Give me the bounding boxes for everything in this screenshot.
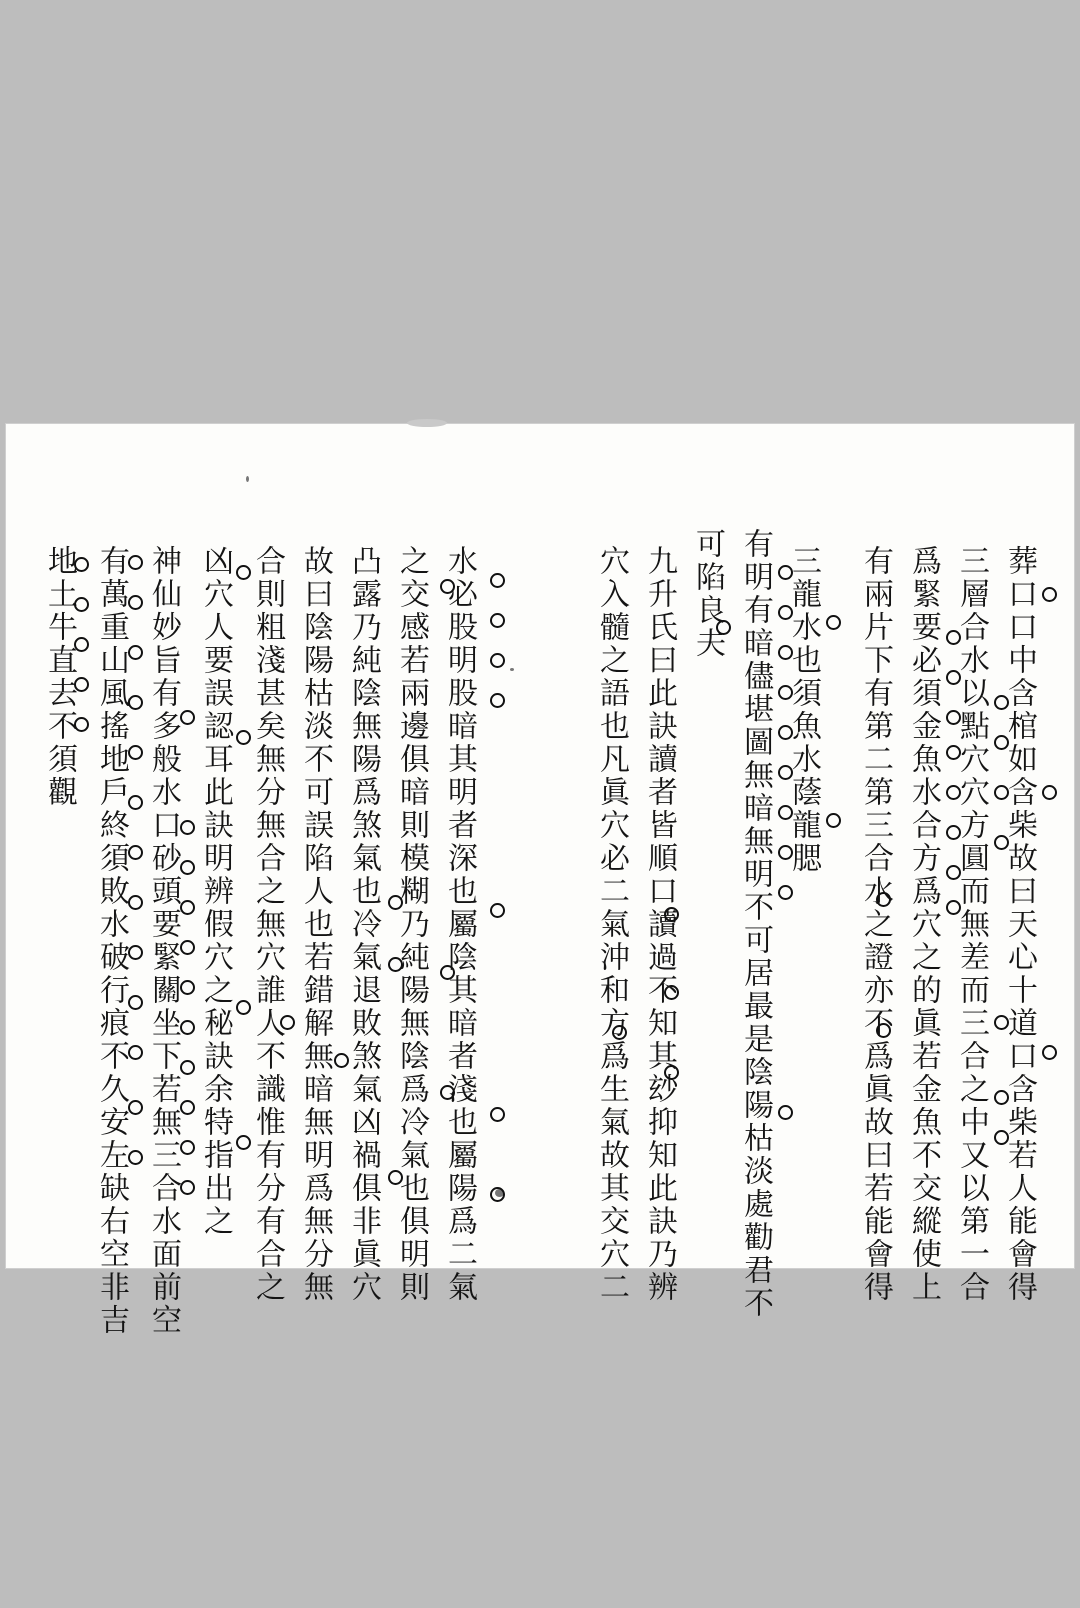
circle-mark — [180, 1060, 195, 1075]
circle-mark — [128, 745, 143, 760]
circle-mark — [388, 895, 403, 910]
circle-mark — [716, 620, 731, 635]
text-column-l9: 地土牛直去不須觀 — [42, 545, 77, 809]
circle-mark — [128, 945, 143, 960]
circle-mark — [128, 555, 143, 570]
circle-mark — [74, 597, 89, 612]
punctuation-marks — [74, 545, 92, 1235]
circle-mark — [876, 1023, 891, 1038]
ink-speck — [510, 668, 514, 671]
punctuation-marks — [826, 545, 844, 1235]
circle-mark — [946, 900, 961, 915]
circle-mark — [180, 900, 195, 915]
circle-mark — [778, 565, 793, 580]
circle-mark — [664, 985, 679, 1000]
circle-mark — [440, 1085, 455, 1100]
circle-mark — [128, 895, 143, 910]
circle-mark — [180, 1140, 195, 1155]
circle-mark — [180, 860, 195, 875]
text-column-r2: 三層合水以點穴穴方圓而無差而三合之中又以第一合 — [954, 545, 989, 1304]
circle-mark — [490, 613, 505, 628]
text-column-r4: 有兩片下有第二第三合水之證亦不爲眞故曰若能會得 — [858, 545, 893, 1304]
punctuation-marks — [440, 545, 458, 1235]
circle-mark — [1042, 785, 1057, 800]
punctuation-marks — [716, 545, 734, 1235]
text-column-r6: 有明有暗儘堪圖無暗無明不可居最是陰陽枯淡處勸君不 — [738, 528, 773, 1320]
circle-mark — [994, 1015, 1009, 1030]
circle-mark — [1042, 1045, 1057, 1060]
circle-mark — [440, 965, 455, 980]
text-column-l3: 凸露乃純陰無陽爲煞氣也冷氣退敗煞氣凶禍俱非眞穴 — [346, 545, 381, 1304]
circle-mark — [778, 725, 793, 740]
circle-mark — [778, 885, 793, 900]
circle-mark — [74, 717, 89, 732]
circle-mark — [946, 745, 961, 760]
circle-mark — [994, 695, 1009, 710]
circle-mark — [946, 710, 961, 725]
circle-mark — [128, 1100, 143, 1115]
text-column-r7: 可陷良夫 — [690, 528, 725, 660]
text-column-r9: 穴入髓之語也凡眞穴必二氣沖和方爲生氣故其交穴二 — [594, 545, 629, 1304]
text-column-r8: 九升氏曰此訣讀者皆順口讀過不知其玅抑知此訣乃辨 — [642, 545, 677, 1304]
text-column-l7: 神仙妙旨有多般水口砂頭要緊關坐下若無三合水面前空 — [146, 545, 181, 1337]
circle-mark — [180, 1020, 195, 1035]
text-column-l6: 凶穴人要誤認耳此訣明辨假穴之秘訣余特指出之 — [198, 545, 233, 1238]
circle-mark — [664, 1065, 679, 1080]
circle-mark — [280, 1015, 295, 1030]
punctuation-marks — [994, 545, 1012, 1235]
circle-mark — [778, 1105, 793, 1120]
circle-mark — [236, 1135, 251, 1150]
text-column-l1: 水必股明股暗其明者深也屬陰其暗者淺也屬陽爲二氣 — [442, 545, 477, 1304]
circle-mark — [490, 653, 505, 668]
circle-mark — [180, 980, 195, 995]
circle-mark — [778, 765, 793, 780]
circle-mark — [128, 995, 143, 1010]
circle-mark — [1042, 587, 1057, 602]
punctuation-marks — [236, 545, 254, 1235]
circle-mark — [128, 595, 143, 610]
circle-mark — [74, 637, 89, 652]
circle-mark — [994, 785, 1009, 800]
circle-mark — [388, 1170, 403, 1185]
page-edge-mark — [407, 419, 447, 427]
circle-mark — [612, 1025, 627, 1040]
circle-mark — [128, 695, 143, 710]
punctuation-marks — [612, 545, 630, 1235]
circle-mark — [994, 835, 1009, 850]
text-column-r3: 爲緊要必須金魚水合方爲穴之的眞若金魚不交縱使上 — [906, 545, 941, 1304]
circle-mark — [946, 630, 961, 645]
circle-mark — [128, 1045, 143, 1060]
circle-mark — [236, 565, 251, 580]
text-column-l4: 故曰陰陽枯淡不可誤陷人也若錯解無暗無明爲無分無 — [298, 545, 333, 1304]
circle-mark — [826, 615, 841, 630]
circle-mark — [778, 605, 793, 620]
circle-mark — [128, 845, 143, 860]
circle-mark — [180, 1180, 195, 1195]
punctuation-marks — [946, 545, 964, 1235]
punctuation-marks — [280, 545, 298, 1235]
circle-mark — [778, 845, 793, 860]
circle-mark — [946, 670, 961, 685]
circle-mark — [128, 645, 143, 660]
circle-mark — [664, 907, 679, 922]
circle-mark — [994, 735, 1009, 750]
circle-mark — [490, 1187, 505, 1202]
punctuation-marks — [388, 545, 406, 1235]
circle-mark — [826, 813, 841, 828]
punctuation-marks — [664, 545, 682, 1235]
circle-mark — [334, 1053, 349, 1068]
circle-mark — [946, 785, 961, 800]
circle-mark — [180, 940, 195, 955]
ink-speck — [246, 476, 249, 482]
circle-mark — [490, 1107, 505, 1122]
punctuation-marks — [180, 545, 198, 1235]
circle-mark — [994, 1090, 1009, 1105]
circle-mark — [128, 1150, 143, 1165]
circle-mark — [490, 903, 505, 918]
punctuation-marks — [490, 545, 508, 1235]
circle-mark — [778, 645, 793, 660]
circle-mark — [778, 805, 793, 820]
punctuation-marks — [334, 545, 352, 1235]
circle-mark — [876, 892, 891, 907]
punctuation-marks — [128, 545, 146, 1235]
text-column-r5: 三龍水也須魚水蔭龍腮 — [786, 545, 821, 875]
circle-mark — [180, 710, 195, 725]
text-column-l5: 合則粗淺甚矣無分無合之無穴誰人不識惟有分有合之 — [250, 545, 285, 1304]
circle-mark — [180, 820, 195, 835]
circle-mark — [388, 957, 403, 972]
text-column-l2: 之交感若兩邊俱暗則模糊乃純陽無陰爲冷氣也俱明則 — [394, 545, 429, 1304]
circle-mark — [128, 795, 143, 810]
circle-mark — [946, 825, 961, 840]
circle-mark — [74, 557, 89, 572]
circle-mark — [946, 865, 961, 880]
circle-mark — [236, 1000, 251, 1015]
punctuation-marks — [1042, 545, 1060, 1235]
circle-mark — [236, 730, 251, 745]
text-column-l8: 有萬重山風搖地戶終須敗水破行痕不久安左缺右空非吉 — [94, 545, 129, 1337]
punctuation-marks — [876, 545, 894, 1235]
circle-mark — [490, 573, 505, 588]
circle-mark — [490, 693, 505, 708]
text-column-r1: 葬口口中含棺如含柴故曰天心十道口含柴若人能會得 — [1002, 545, 1037, 1304]
circle-mark — [440, 579, 455, 594]
circle-mark — [74, 677, 89, 692]
circle-mark — [778, 685, 793, 700]
circle-mark — [180, 1100, 195, 1115]
punctuation-marks — [778, 545, 796, 1235]
circle-mark — [994, 1130, 1009, 1145]
